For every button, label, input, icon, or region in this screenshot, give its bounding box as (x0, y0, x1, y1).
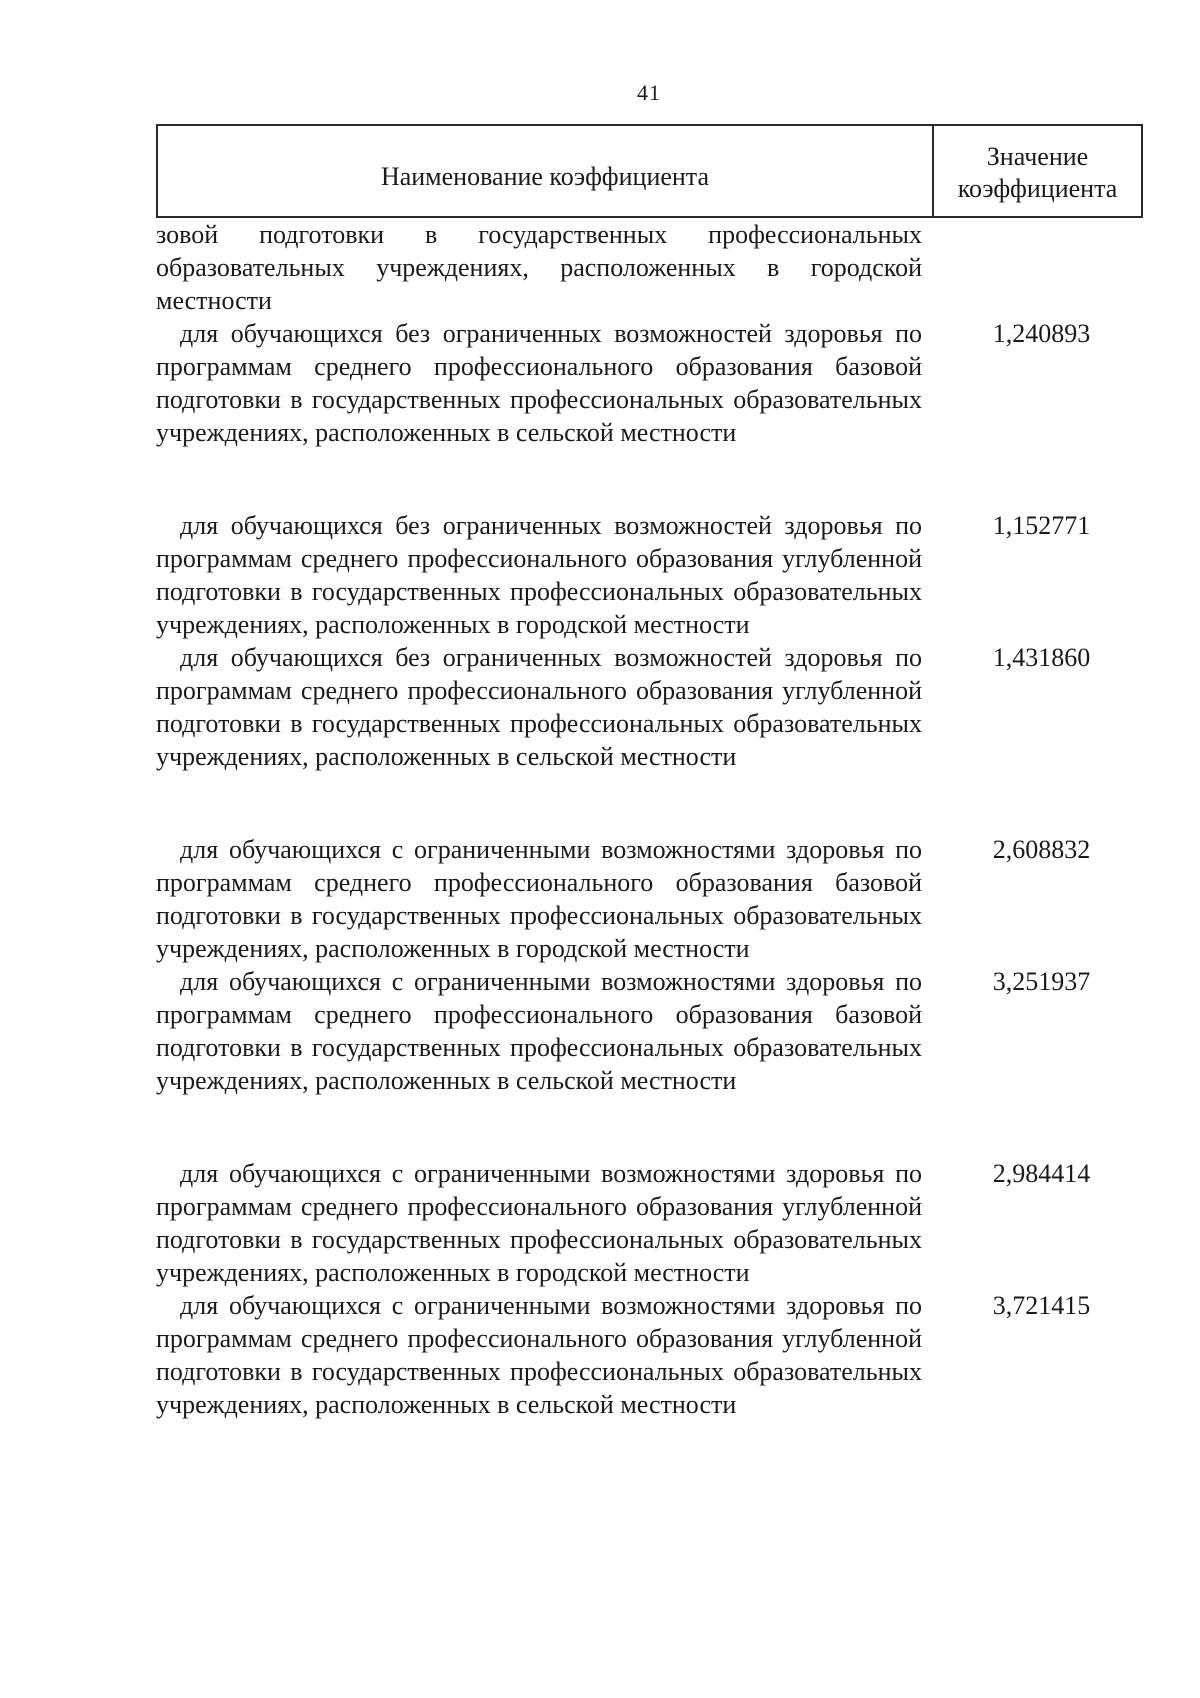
table-row (156, 317, 1143, 449)
coefficient-name-cell: для обучающихся без ограниченных возможностей здоровья по программам среднего профессионального образования базовой подготовки в государственных профессиональных образовательных учреждениях, расположенных в сельской местности (156, 319, 922, 447)
page-number: 41 (637, 80, 661, 105)
table-row (156, 641, 1143, 773)
coefficient-value-cell: 2,608832 (992, 835, 1091, 864)
coefficient-value-cell: 1,431860 (992, 643, 1091, 672)
coefficient-name-cell: для обучающихся с ограниченными возможностями здоровья по программам среднего профессионального образования базовой подготовки в государственных профессиональных образовательных учреждениях, расположенных в сельской местности (156, 967, 922, 1095)
table-row (156, 218, 1143, 317)
row-spacer (156, 449, 1143, 509)
coefficient-name-cell: зовой подготовки в государственных профессиональных образовательных учреждениях, расположенных в городской местности (156, 220, 922, 315)
coefficient-value-cell: 1,152771 (992, 511, 1091, 540)
table-row (156, 1157, 1143, 1289)
coefficient-value-cell: 2,984414 (992, 1159, 1091, 1188)
table-header (156, 124, 1143, 218)
table-row (156, 1289, 1143, 1421)
header-coefficient-name: Наименование коэффициента (158, 126, 934, 216)
coefficient-name-cell: для обучающихся с ограниченными возможностями здоровья по программам среднего профессионального образования углубленной подготовки в государственных профессиональных образовательных учреждениях, расположенных в сельской местности (156, 1291, 922, 1419)
table-row (156, 509, 1143, 641)
header-coefficient-value: Значение коэффициента (957, 142, 1118, 203)
table-row (156, 965, 1143, 1097)
coefficient-value-cell: 1,240893 (992, 319, 1091, 348)
coefficient-value-cell (922, 218, 1143, 317)
coefficient-value-cell: 3,721415 (992, 1291, 1091, 1320)
coefficient-table-body (156, 218, 1143, 1421)
row-spacer (156, 773, 1143, 833)
coefficient-value-cell: 3,251937 (992, 967, 1091, 996)
row-spacer (156, 1097, 1143, 1157)
coefficient-name-cell: для обучающихся с ограниченными возможностями здоровья по программам среднего профессионального образования базовой подготовки в государственных профессиональных образовательных учреждениях, расположенных в городской местности (156, 835, 922, 963)
table-row (156, 833, 1143, 965)
coefficient-name-cell: для обучающихся с ограниченными возможностями здоровья по программам среднего профессионального образования углубленной подготовки в государственных профессиональных образовательных учреждениях, расположенных в городской местности (156, 1159, 922, 1287)
coefficient-name-cell: для обучающихся без ограниченных возможностей здоровья по программам среднего профессионального образования углубленной подготовки в государственных профессиональных образовательных учреждениях, расположенных в сельской местности (156, 643, 922, 771)
coefficient-name-cell: для обучающихся без ограниченных возможностей здоровья по программам среднего профессионального образования углубленной подготовки в государственных профессиональных образовательных учреждениях, расположенных в городской местности (156, 511, 922, 639)
